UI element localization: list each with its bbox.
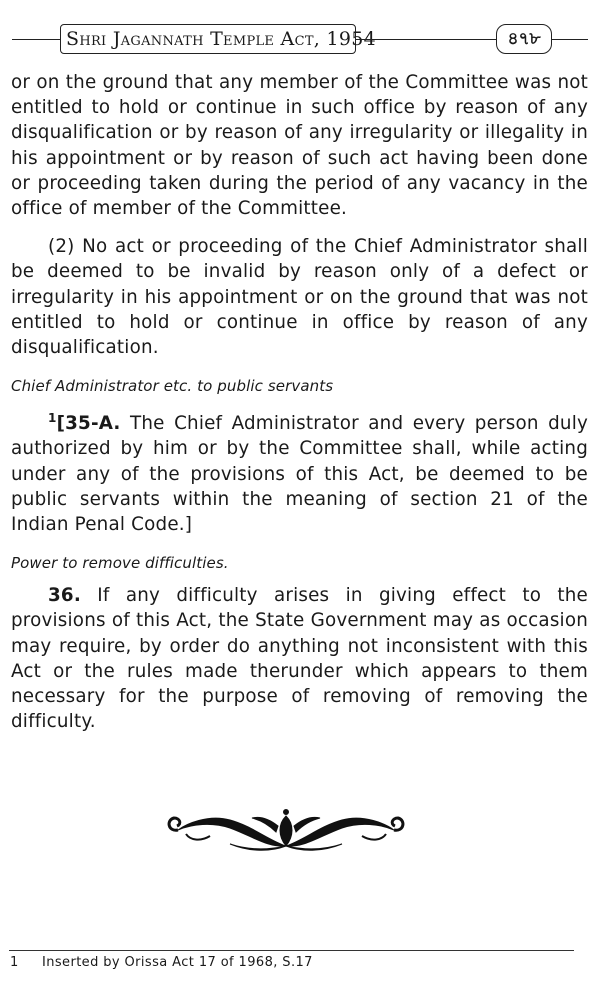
section-35a-text: The Chief Administrator and every person duly authorized by him or by the Committee shall, while acting under any of the provisions of this Act, be deemed to be public servants within the meaning of section 21 of the Indian Penal Code.]	[11, 413, 588, 536]
section-36-number: 36.	[48, 585, 81, 607]
side-heading-remove-difficulties: Power to remove difficulties.	[11, 554, 229, 573]
running-header	[0, 22, 600, 62]
page-number: ৪৭৮	[496, 24, 552, 54]
paragraph-continued: or on the ground that any member of the Committee was not entitled to hold or continue in such office by reason of any disqualification or by reason of any irregularity or illegality in his appointment or by reason of such act having been done or proceeding taken during the period of any vacancy in the office of member of the Committee.	[11, 72, 588, 220]
footnote-number: 1	[10, 955, 19, 970]
paragraph-subsection-2: (2) No act or proceeding of the Chief Administrator shall be deemed to be invalid by reason only of a defect or irregularity in his appointment or on the ground that was not entitled to hold or continue in office by reason of any disqualification.	[11, 236, 588, 359]
section-36-text: If any difficulty arises in giving effect to the provisions of this Act, the State Government may as occasion may require, by order do anything not inconsistent with this Act or the rules made therunder which appears to them necessary for the purpose of removing of removing the difficulty.	[11, 585, 588, 733]
footnote-reference: 1	[48, 411, 57, 426]
footnote-divider	[9, 950, 574, 951]
header-rule-middle	[356, 39, 496, 40]
header-rule-left	[12, 39, 60, 40]
running-title: Shri Jagannath Temple Act, 1954	[60, 24, 356, 54]
footnote	[10, 955, 313, 970]
section-35a-number: [35-A.	[56, 413, 121, 435]
decorative-flourish-icon	[160, 806, 412, 854]
page-body	[11, 70, 588, 734]
section-35a	[11, 406, 588, 537]
header-rule-right	[552, 39, 588, 40]
side-heading-public-servants: Chief Administrator etc. to public servants	[11, 377, 334, 396]
footnote-text: Inserted by Orissa Act 17 of 1968, S.17	[42, 955, 313, 970]
section-36	[11, 583, 588, 734]
